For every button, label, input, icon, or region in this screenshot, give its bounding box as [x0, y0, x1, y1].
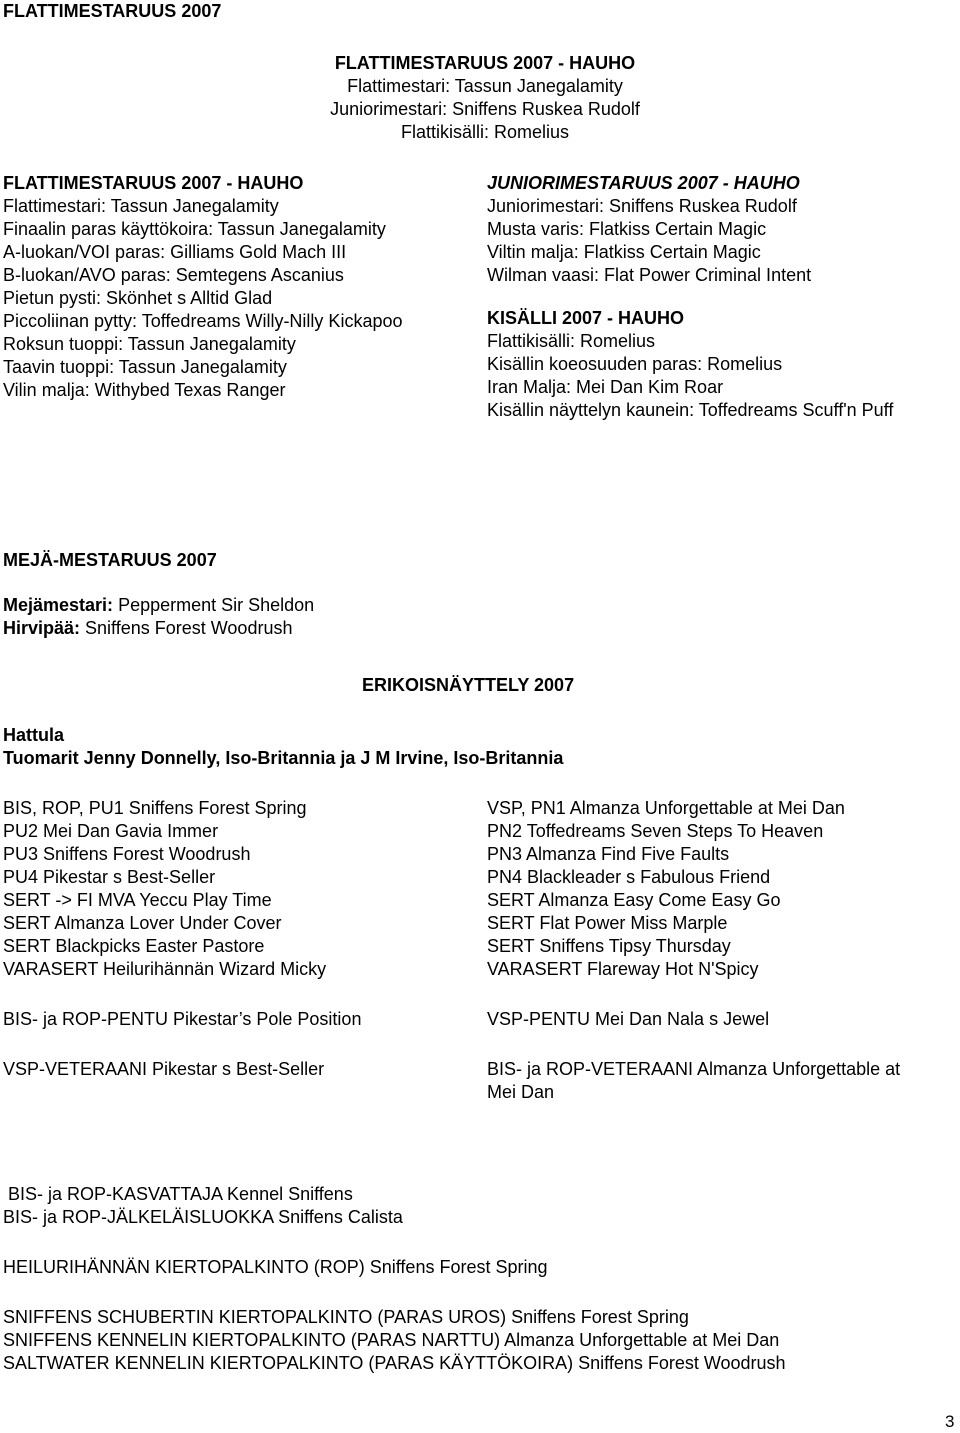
junior-line: Viltin malja: Flatkiss Certain Magic: [487, 242, 761, 262]
kisalli-line: Iran Malja: Mei Dan Kim Roar: [487, 377, 724, 397]
flatti-line: Finaalin paras käyttökoira: Tassun Janegalamity: [3, 219, 386, 239]
meja-row-value: Sniffens Forest Woodrush: [80, 618, 293, 638]
results-right-column: [487, 797, 845, 981]
result-item: SERT -> FI MVA Yeccu Play Time: [3, 890, 272, 910]
meja-row-value: Pepperment Sir Sheldon: [113, 595, 315, 615]
result-item: VSP, PN1 Almanza Unforgettable at Mei Dan: [487, 798, 845, 818]
top-summary-line: Flattimestari: Tassun Janegalamity: [347, 76, 623, 96]
meja-heading: MEJÄ-MESTARUUS 2007: [3, 550, 217, 570]
junior-line: Juniorimestari: Sniffens Ruskea Rudolf: [487, 196, 797, 216]
results-left-column: [3, 797, 326, 981]
left-veteran-result: VSP-VETERAANI Pikestar s Best-Seller: [3, 1059, 325, 1079]
heiluri-trophy: HEILURIHÄNNÄN KIERTOPALKINTO (ROP) Sniffens Forest Spring: [3, 1257, 548, 1277]
result-item: SERT Almanza Easy Come Easy Go: [487, 890, 781, 910]
top-summary-heading: FLATTIMESTARUUS 2007 - HAUHO: [334, 53, 636, 73]
meja-row: [3, 617, 314, 640]
result-item: BIS, ROP, PU1 Sniffens Forest Spring: [3, 798, 307, 818]
trophy-list: [3, 1306, 786, 1375]
breeder-awards: [3, 1183, 403, 1229]
trophy-line: SNIFFENS KENNELIN KIERTOPALKINTO (PARAS NARTTU) Almanza Unforgettable at Mei Dan: [3, 1330, 780, 1350]
junior-heading: JUNIORIMESTARUUS 2007 - HAUHO: [487, 173, 800, 193]
trophy-line: SALTWATER KENNELIN KIERTOPALKINTO (PARAS KÄYTTÖKOIRA) Sniffens Forest Woodrush: [3, 1353, 786, 1373]
trophy-line: SNIFFENS SCHUBERTIN KIERTOPALKINTO (PARAS UROS) Sniffens Forest Spring: [3, 1307, 689, 1327]
junior-line: Wilman vaasi: Flat Power Criminal Intent: [487, 265, 812, 285]
meja-row-label: Hirvipää:: [3, 618, 81, 638]
result-item: VARASERT Flareway Hot N'Spicy: [487, 959, 759, 979]
flatti-line: B-luokan/AVO paras: Semtegens Ascanius: [3, 265, 344, 285]
result-item: PU3 Sniffens Forest Woodrush: [3, 844, 251, 864]
flatti-line: Piccoliinan pytty: Toffedreams Willy-Nilly Kickapoo: [3, 311, 403, 331]
result-item: SERT Almanza Lover Under Cover: [3, 913, 282, 933]
result-item: SERT Flat Power Miss Marple: [487, 913, 728, 933]
top-summary-line: Juniorimestari: Sniffens Ruskea Rudolf: [330, 99, 640, 119]
kisalli-section: [487, 307, 893, 422]
meja-row-label: Mejämestari:: [3, 595, 114, 615]
junior-section: [487, 172, 811, 287]
breeder-award-line: BIS- ja ROP-JÄLKELÄISLUOKKA Sniffens Calista: [3, 1207, 403, 1227]
kisalli-line: Kisällin näyttelyn kaunein: Toffedreams Scuff'n Puff: [487, 400, 894, 420]
breeder-award-line: BIS- ja ROP-KASVATTAJA Kennel Sniffens: [3, 1184, 353, 1204]
flatti-line: Taavin tuoppi: Tassun Janegalamity: [3, 357, 287, 377]
flatti-line: Flattimestari: Tassun Janegalamity: [3, 196, 279, 216]
result-item: PN4 Blackleader s Fabulous Friend: [487, 867, 771, 887]
right-veteran-line: Mei Dan: [487, 1082, 555, 1102]
meja-section: [3, 549, 314, 640]
meja-row: [3, 594, 314, 617]
flatti-section: [3, 172, 402, 402]
erikois-info: [3, 724, 563, 770]
result-item: VARASERT Heilurihännän Wizard Micky: [3, 959, 327, 979]
result-item: SERT Sniffens Tipsy Thursday: [487, 936, 731, 956]
result-item: PN3 Almanza Find Five Faults: [487, 844, 730, 864]
kisalli-line: Kisällin koeosuuden paras: Romelius: [487, 354, 783, 374]
flatti-line: A-luokan/VOI paras: Gilliams Gold Mach III: [3, 242, 347, 262]
result-item: SERT Blackpicks Easter Pastore: [3, 936, 265, 956]
top-summary-block: [240, 52, 730, 144]
result-item: PU2 Mei Dan Gavia Immer: [3, 821, 219, 841]
flatti-line: Roksun tuoppi: Tassun Janegalamity: [3, 334, 296, 354]
result-item: PN2 Toffedreams Seven Steps To Heaven: [487, 821, 824, 841]
right-puppy-result: VSP-PENTU Mei Dan Nala s Jewel: [487, 1009, 770, 1029]
page-number: 3: [945, 1412, 955, 1431]
erikois-place: Hattula: [3, 725, 65, 745]
flatti-heading: FLATTIMESTARUUS 2007 - HAUHO: [3, 173, 304, 193]
flatti-line: Pietun pysti: Skönhet s Alltid Glad: [3, 288, 273, 308]
document-title: FLATTIMESTARUUS 2007: [3, 1, 222, 21]
right-veteran-line: BIS- ja ROP-VETERAANI Almanza Unforgettable at: [487, 1059, 901, 1079]
erikois-heading: ERIKOISNÄYTTELY 2007: [362, 675, 575, 695]
kisalli-line: Flattikisälli: Romelius: [487, 331, 656, 351]
result-item: PU4 Pikestar s Best-Seller: [3, 867, 216, 887]
top-summary-line: Flattikisälli: Romelius: [400, 122, 570, 142]
left-puppy-result: BIS- ja ROP-PENTU Pikestar’s Pole Position: [3, 1009, 362, 1029]
junior-line: Musta varis: Flatkiss Certain Magic: [487, 219, 767, 239]
erikois-judges: Tuomarit Jenny Donnelly, Iso-Britannia ja J M Irvine, Iso-Britannia: [3, 748, 564, 768]
flatti-line: Vilin malja: Withybed Texas Ranger: [3, 380, 286, 400]
kisalli-heading: KISÄLLI 2007 - HAUHO: [487, 308, 685, 328]
right-veteran-result: [487, 1058, 900, 1104]
